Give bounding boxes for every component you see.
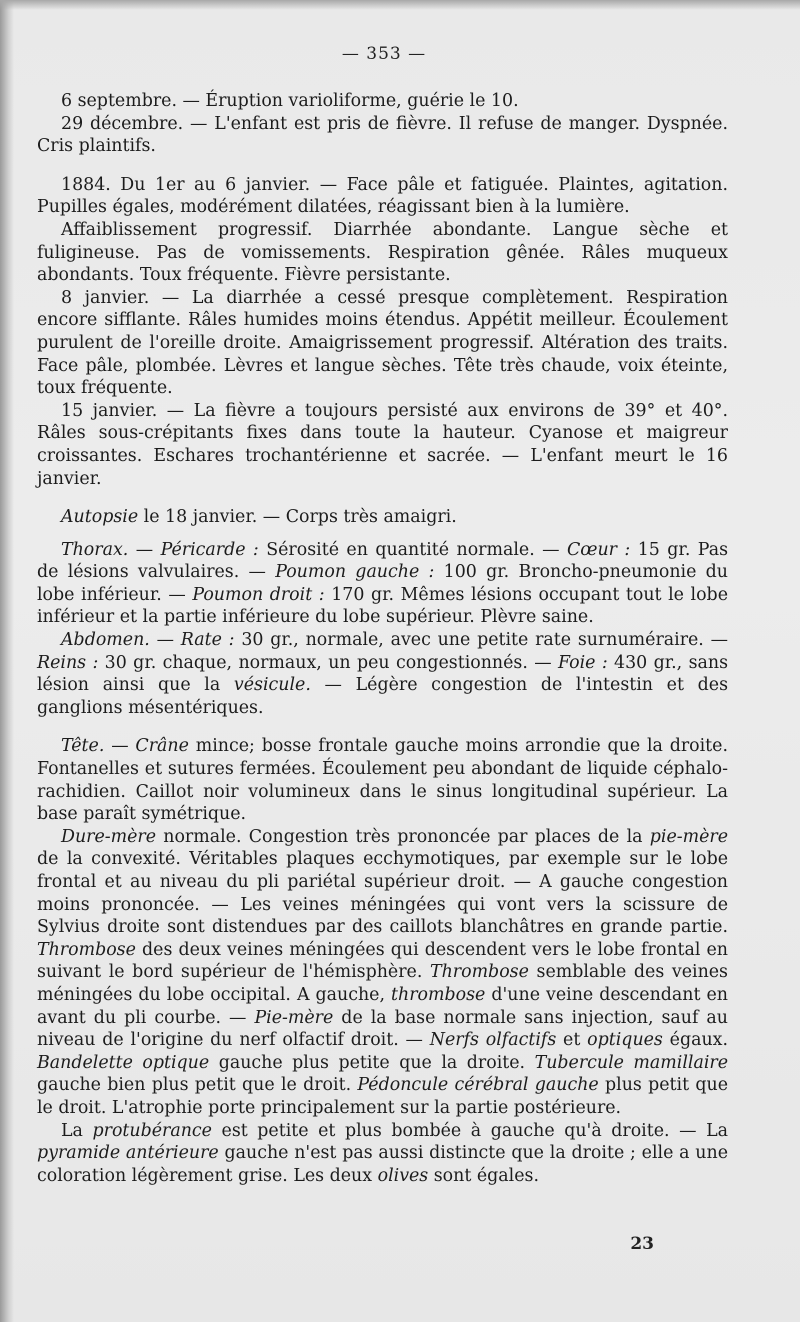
italic-term: Pédoncule cérébral gauche (357, 1075, 599, 1096)
text-run: 430 gr., sans lésion ainsi que la (37, 652, 728, 696)
text-run: semblable des veines méningées du lobe occipital. A gauche, (37, 962, 728, 1005)
italic-term: Bandelette optique (37, 1052, 210, 1073)
italic-term: Autopsie (61, 507, 139, 528)
paragraph (37, 219, 728, 287)
text-run: 170 gr. Mêmes lésions occupant tout le lobe inférieur et la partie inférieure du lobe supérieur. Plèvre saine. (37, 584, 728, 628)
text-run: le 18 janvier. — Corps très amaigri. (138, 507, 457, 528)
text-run: 15 janvier. — La fièvre a toujours persisté aux environs de 39° et 40°. Râles sous-crépitants fixes dans toute la hauteur. Cyanose et maigreur croissantes. Eschares trochantérienne et sacrée. — L'enfant meurt le 16 janvier. (37, 400, 728, 489)
italic-term: Nerfs olfactifs (429, 1030, 557, 1051)
text-run: 30 gr. chaque, normaux, un peu congestionnés. — (98, 652, 559, 673)
paragraph (37, 287, 728, 400)
italic-term: Dure-mère (61, 826, 157, 847)
text-run: mince; bosse frontale gauche moins arrondie que la droite. Fontanelles et sutures fermées. Écoulement peu abondant de liquide céphalo-rachidien. Caillot noir volumineux dans le sinus longitudinal supérieur. La base paraît symétrique. (37, 736, 728, 825)
italic-term: optiques (587, 1030, 663, 1051)
text-run: 8 janvier. — La diarrhée a cessé presque complètement. Respiration encore sifflante. Râles humides moins étendus. Appétit meilleur. Écoulement purulent de l'oreille droite. Amaigrissement progressif. Altération des traits. Face pâle, plombée. Lèvres et langue sèches. Tête très chaude, voix éteinte, toux fréquente. (37, 287, 728, 399)
italic-term: Tubercule mamillaire (534, 1052, 729, 1073)
text-run: 30 gr., normale, avec une petite rate surnuméraire. — (234, 630, 729, 651)
text-run: et (556, 1030, 588, 1051)
paragraph (37, 506, 728, 529)
italic-term: olives (377, 1165, 429, 1186)
text-run: gauche n'est pas aussi distincte que la droite ; elle a une coloration légèrement grise. Les deux (37, 1143, 728, 1186)
italic-term: Crâne (135, 736, 189, 757)
text-run: plus petit que le droit. L'atrophie porte principalement sur la partie postérieure. (37, 1075, 728, 1118)
text-run: 1884. Du 1er au 6 janvier. — Face pâle et fatiguée. Plaintes, agitation. Pupilles égales, modérément dilatées, réagissant bien à la lumière. (37, 174, 728, 218)
paragraph (37, 1120, 728, 1188)
italic-term: Thorax. (61, 539, 129, 560)
italic-term: protubérance (92, 1120, 212, 1141)
italic-term: Thrombose (37, 939, 136, 960)
text-run: — (104, 736, 136, 757)
body-text (37, 90, 728, 1187)
paragraph (37, 629, 728, 719)
page-binding-shadow (0, 0, 14, 1322)
italic-term: Poumon gauche : (275, 562, 435, 583)
italic-term: Poumon droit : (192, 584, 325, 605)
italic-term: Rate : (180, 630, 235, 651)
text-run: 15 gr. Pas de lésions valvulaires. — (37, 539, 728, 583)
italic-term: vésicule. (233, 675, 311, 696)
text-run: de la base normale sans injection, sauf au niveau de l'origine du nerf olfactif droit. — (37, 1007, 729, 1051)
italic-term: Foie : (558, 652, 608, 673)
page-top-shadow (0, 0, 800, 10)
italic-term: pie-mère (649, 826, 728, 847)
text-run: — (128, 539, 161, 560)
text-run: égaux. (662, 1030, 728, 1051)
text-run: est petite et plus bombée à gauche qu'à droite. — La (211, 1120, 728, 1141)
text-run: des deux veines méningées qui descendent vers le lobe frontal en suivant le bord supérieur de l'hémisphère. (37, 939, 728, 983)
paragraph (37, 90, 728, 113)
page-number: — 353 — (341, 44, 427, 64)
text-run: 100 gr. Broncho-pneumonie du lobe inférieur. — (37, 562, 728, 605)
text-run: gauche plus petite que la droite. (209, 1052, 535, 1073)
italic-term: Cœur : (566, 539, 631, 560)
text-run: La (61, 1120, 93, 1141)
text-run: 29 décembre. — L'enfant est pris de fièvre. Il refuse de manger. Dyspnée. Cris plaintifs. (37, 113, 728, 157)
paragraph (37, 826, 728, 1120)
text-run: d'une veine descendant en avant du pli courbe. — (37, 984, 729, 1028)
italic-term: pyramide antérieure (37, 1143, 219, 1164)
paragraph (37, 174, 728, 219)
italic-term: Péricarde : (160, 539, 259, 560)
italic-term: Pie-mère (254, 1007, 334, 1028)
italic-term: Tête. (61, 736, 105, 757)
italic-term: Reins : (37, 652, 99, 673)
text-run: gauche bien plus petit que le droit. (37, 1075, 358, 1096)
signature-mark: 23 (630, 1234, 654, 1254)
italic-term: thrombose (391, 984, 486, 1005)
paragraph (37, 735, 728, 825)
paragraph (37, 113, 728, 158)
text-run: — (149, 630, 181, 651)
text-run: sont égales. (428, 1165, 539, 1186)
text-run: Sérosité en quantité normale. — (258, 539, 567, 560)
paragraph (37, 400, 728, 490)
text-run: normale. Congestion très prononcée par places de la (156, 826, 650, 847)
text-run: — Légère congestion de l'intestin et des ganglions mésentériques. (37, 675, 728, 718)
paragraph (37, 539, 728, 629)
italic-term: Abdomen. (61, 630, 150, 651)
text-run: Affaiblissement progressif. Diarrhée abondante. Langue sèche et fuligineuse. Pas de vomissements. Respiration gênée. Râles muqueux abondants. Toux fréquente. Fièvre persistante. (37, 219, 728, 286)
text-run: 6 septembre. — Éruption varioliforme, guérie le 10. (61, 91, 519, 111)
italic-term: Thrombose (429, 962, 529, 983)
text-run: de la convexité. Véritables plaques ecchymotiques, par exemple sur le lobe frontal et au niveau du pli pariétal supérieur droit. — A gauche congestion moins prononcée. — Les veines méningées qui vont vers la scissure de Sylvius droite sont distendues par des caillots blanchâtres en grande partie. (37, 849, 728, 938)
